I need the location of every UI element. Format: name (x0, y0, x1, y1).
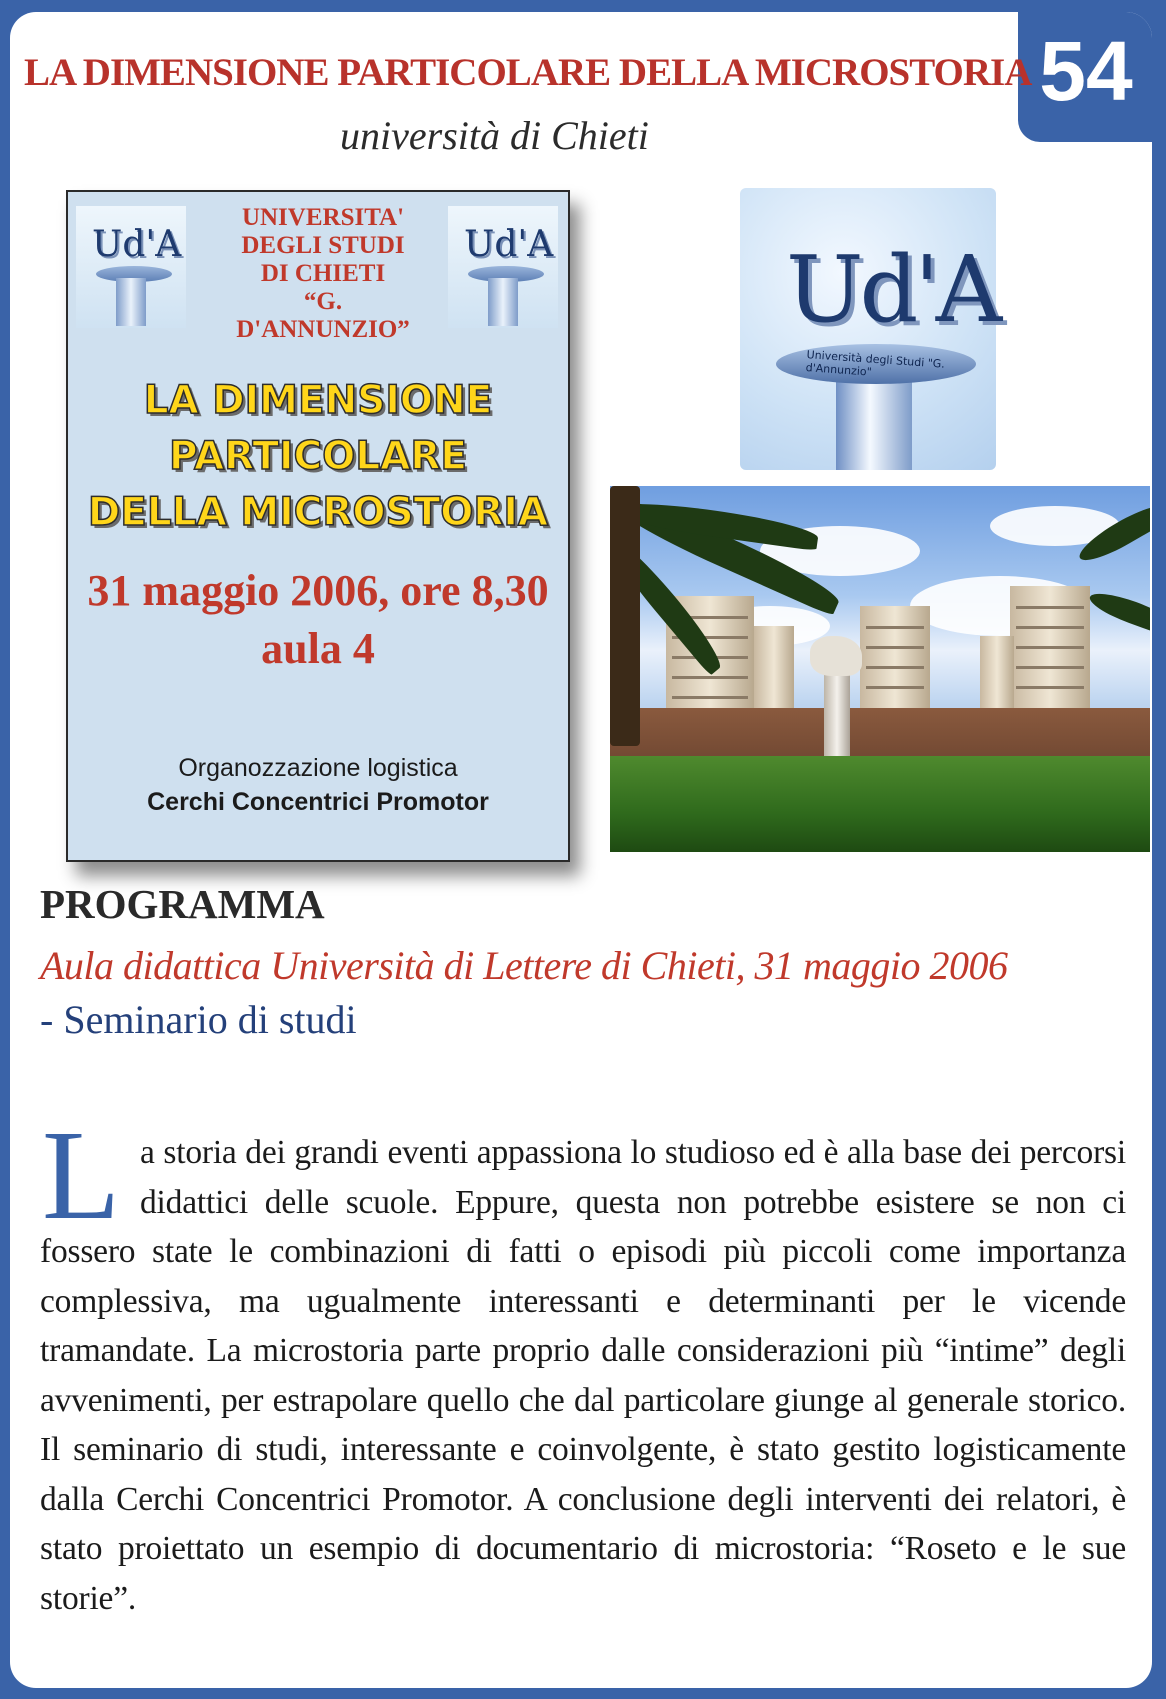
program-item: - Seminario di studi (40, 997, 357, 1042)
logo-ring-text: Università degli Studi "G. d'Annunzio" (805, 348, 946, 379)
logo-letters: Ud'A (464, 224, 554, 265)
university-logo-right (448, 206, 558, 328)
logo-letters: Ud'A (786, 236, 999, 343)
university-line: UNIVERSITA' (241, 204, 405, 231)
magazine-page (10, 12, 1152, 1688)
page-title: LA DIMENSIONE PARTICOLARE DELLA MICROSTORIA (24, 51, 1032, 94)
program-heading: PROGRAMMA (40, 881, 325, 927)
poster-room: aula 4 (261, 624, 375, 673)
poster-org-label: Organozzazione logistica (178, 754, 458, 782)
university-logo-left (76, 206, 186, 328)
logo-letters: Ud'A (92, 224, 182, 265)
poster-title-line: LA DIMENSIONE (143, 378, 493, 423)
university-line: DI CHIETI (260, 260, 386, 287)
poster-title-line: PARTICOLARE (168, 434, 468, 479)
page-subtitle: università di Chieti (340, 113, 649, 158)
university-name (218, 204, 428, 344)
university-line: “G. D'ANNUNZIO” (236, 288, 410, 343)
university-line: DEGLI STUDI (241, 232, 405, 259)
poster-date: 31 maggio 2006, ore 8,30 (87, 566, 549, 615)
page-number: 54 (1018, 12, 1152, 142)
university-logo (740, 188, 999, 470)
campus-photo (610, 486, 1150, 852)
event-poster (66, 190, 570, 862)
program-venue: Aula didattica Università di Lettere di Chieti, 31 maggio 2006 (40, 943, 1008, 988)
poster-title-line: DELLA MICROSTORIA (87, 490, 549, 535)
poster-org-name: Cerchi Concentrici Promotor (147, 788, 489, 816)
article-body: a storia dei grandi eventi appassiona lo studioso ed è alla base dei percorsi didattici delle scuole. Eppure, questa non potrebbe esistere se non ci fossero state le combinazioni di fatti o episodi più piccoli come importanza complessiva, ma ugualmente interessanti e determinanti per le vicende tramandate. La microstoria parte proprio dalle considerazioni più “intime” degli avvenimenti, per estrapolare quello che dal particolare giunge al generale storico. Il seminario di studi, interessante e coinvolgente, è stato gestito logisticamente dalla Cerchi Concentrici Promotor. A conclusione degli interventi dei relatori, è stato proiettato un esempio di documentario di microstoria: “Roseto e le sue storie”. (40, 1134, 1126, 1617)
article-dropcap: L (42, 1104, 121, 1246)
